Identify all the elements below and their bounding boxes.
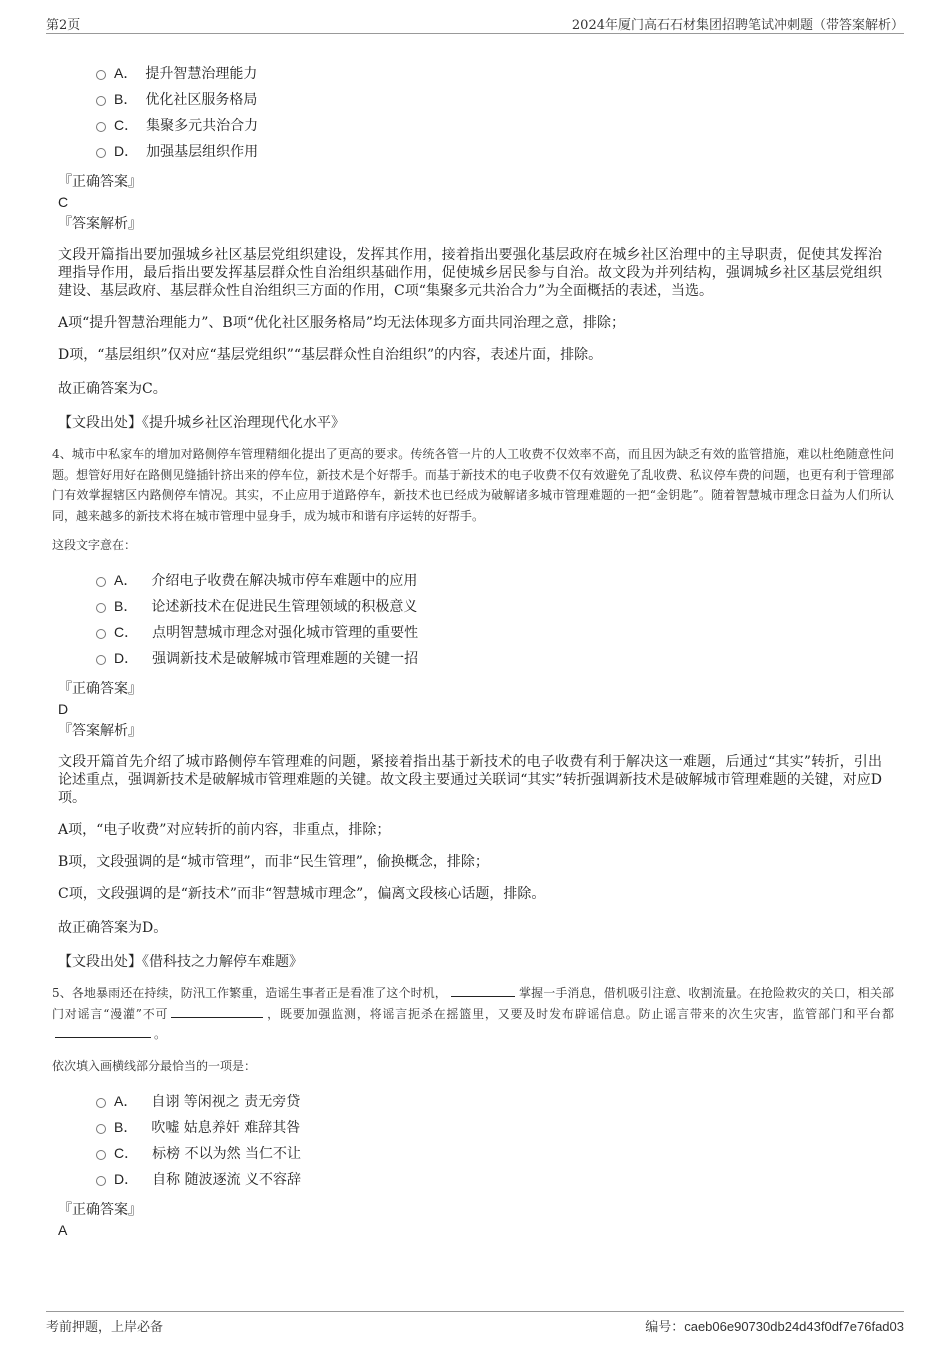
q5-option-c[interactable]: C． 标榜 不以为然 当仁不让 [96,1142,894,1168]
q3-analysis-paragraph: D项，“基层组织”仅对应“基层党组织”“基层群众性自治组织”的内容，表述片面，排除。 [58,347,603,363]
q3-answer-label: 『正确答案』 [58,174,142,190]
q4-answer-label: 『正确答案』 [58,681,142,697]
radio-icon[interactable] [96,655,106,665]
q3-source: 【文段出处】《提升城乡社区治理现代化水平》 [58,415,345,431]
page-content [52,62,894,1240]
radio-icon[interactable] [96,122,106,132]
q4-analysis-paragraph: 文段开篇首先介绍了城市路侧停车管理难的问题，紧接着指出基于新技术的电子收费有利于解决这一难题，后通过“其实”转折，引出论述重点，强调新技术是破解城市管理难题的关键。故文段主要通过关联词“其实”转折强调新技术是破解城市管理难题的关键，对应D项。 [58,754,882,806]
q5-option-b[interactable]: B． 吹嘘 姑息养奸 难辞其咎 [96,1116,894,1142]
q4-analysis-paragraph: B项，文段强调的是“城市管理”，而非“民生管理”，偷换概念，排除； [58,854,489,870]
q3-analysis-label: 『答案解析』 [58,216,142,232]
radio-icon[interactable] [96,70,106,80]
page-footer [46,1311,904,1335]
document-code: 编号：caeb06e90730db24d43f0df7e76fad03 [645,1319,904,1334]
q5-options [96,1090,894,1194]
q5-answer: A [58,1221,68,1238]
fill-blank[interactable] [55,1026,151,1038]
footer-slogan: 考前押题，上岸必备 [46,1320,164,1335]
radio-icon[interactable] [96,1176,106,1186]
q4-prompt: 这段文字意在： [52,538,137,552]
q5-option-a[interactable]: A． 自诩 等闲视之 责无旁贷 [96,1090,894,1116]
q4-answer: D [58,701,69,717]
q4-analysis-paragraph: A项，“电子收费”对应转折的前内容，非重点，排除； [58,822,391,838]
q5-option-d[interactable]: D． 自称 随波逐流 义不容辞 [96,1168,894,1194]
fill-blank[interactable] [451,985,515,997]
page-number: 第2页 [46,18,81,33]
q4-option-d[interactable]: D． 强调新技术是破解城市管理难题的关键一招 [96,647,894,673]
q4-source: 【文段出处】《借科技之力解停车难题》 [58,954,303,970]
radio-icon[interactable] [96,1098,106,1108]
document-title: 2024年厦门高石石材集团招聘笔试冲刺题（带答案解析） [571,18,904,33]
radio-icon[interactable] [96,1150,106,1160]
q3-option-c[interactable]: C． 集聚多元共治合力 [96,114,894,140]
fill-blank[interactable] [171,1006,263,1018]
q4-option-c[interactable]: C． 点明智慧城市理念对强化城市管理的重要性 [96,621,894,647]
q3-analysis-paragraph: A项“提升智慧治理能力”、B项“优化社区服务格局”均无法体现多方面共同治理之意，排除； [58,315,626,331]
q4-option-a[interactable]: A． 介绍电子收费在解决城市停车难题中的应用 [96,569,894,595]
q5-stem: 5、各地暴雨还在持续，防汛工作繁重，造谣生事者正是看准了这个时机， 掌握一手消息，借机吸引注意、收割流量。在抢险救灾的关口，相关部门对谣言“漫灌”不可 ，既要加强监测，将谣言扼杀在摇篮里，又要及时发布辟谣信息。防止谣言带来的次生灾害，监管部门和平台都。 [52,986,894,1041]
q5-prompt: 依次填入画横线部分最恰当的一项是： [52,1058,257,1073]
q3-option-a[interactable]: A． 提升智慧治理能力 [96,62,894,88]
q3-analysis-paragraph: 故正确答案为C。 [58,381,167,397]
q4-analysis-paragraph: 故正确答案为D。 [58,920,168,936]
q3-option-b[interactable]: B． 优化社区服务格局 [96,88,894,114]
q3-answer: C [58,194,69,210]
q4-analysis-paragraph: C项，文段强调的是“新技术”而非“智慧城市理念”，偏离文段核心话题，排除。 [58,886,546,902]
radio-icon[interactable] [96,577,106,587]
q5-answer-label: 『正确答案』 [58,1201,142,1218]
radio-icon[interactable] [96,629,106,639]
radio-icon[interactable] [96,96,106,106]
q3-options [96,62,894,166]
q3-analysis-paragraph: 文段开篇指出要加强城乡社区基层党组织建设，发挥其作用，接着指出要强化基层政府在城乡社区治理中的主导职责，促使其发挥治理指导作用，最后指出要发挥基层群众性自治组织基础作用，促使城乡居民参与自治。故文段为并列结构，强调城乡社区基层党组织建设、基层政府、基层群众性自治组织三方面的作用，C项“集聚多元共治合力”为全面概括的表述，当选。 [58,247,882,299]
q4-analysis-label: 『答案解析』 [58,723,142,739]
radio-icon[interactable] [96,148,106,158]
page-header [46,14,904,34]
radio-icon[interactable] [96,603,106,613]
q3-option-d[interactable]: D． 加强基层组织作用 [96,140,894,166]
q4-options [96,569,894,673]
radio-icon[interactable] [96,1124,106,1134]
q4-option-b[interactable]: B． 论述新技术在促进民生管理领域的积极意义 [96,595,894,621]
q4-stem: 4、城市中私家车的增加对路侧停车管理精细化提出了更高的要求。传统各管一片的人工收费不仅效率不高，而且因为缺乏有效的监管措施，难以杜绝随意性问题。想管好用好在路侧见缝插针挤出来的停车位，新技术是个好帮手。而基于新技术的电子收费不仅有效避免了乱收费、私议停车费的问题，也更有利于管理部门有效掌握辖区内路侧停车情况。其实，不止应用于道路停车，新技术也已经成为破解诸多城市管理难题的一把“金钥匙”。随着智慧城市理念日益为人们所认同，越来越多的新技术将在城市管理中显身手，成为城市和谐有序运转的好帮手。 [52,447,894,523]
